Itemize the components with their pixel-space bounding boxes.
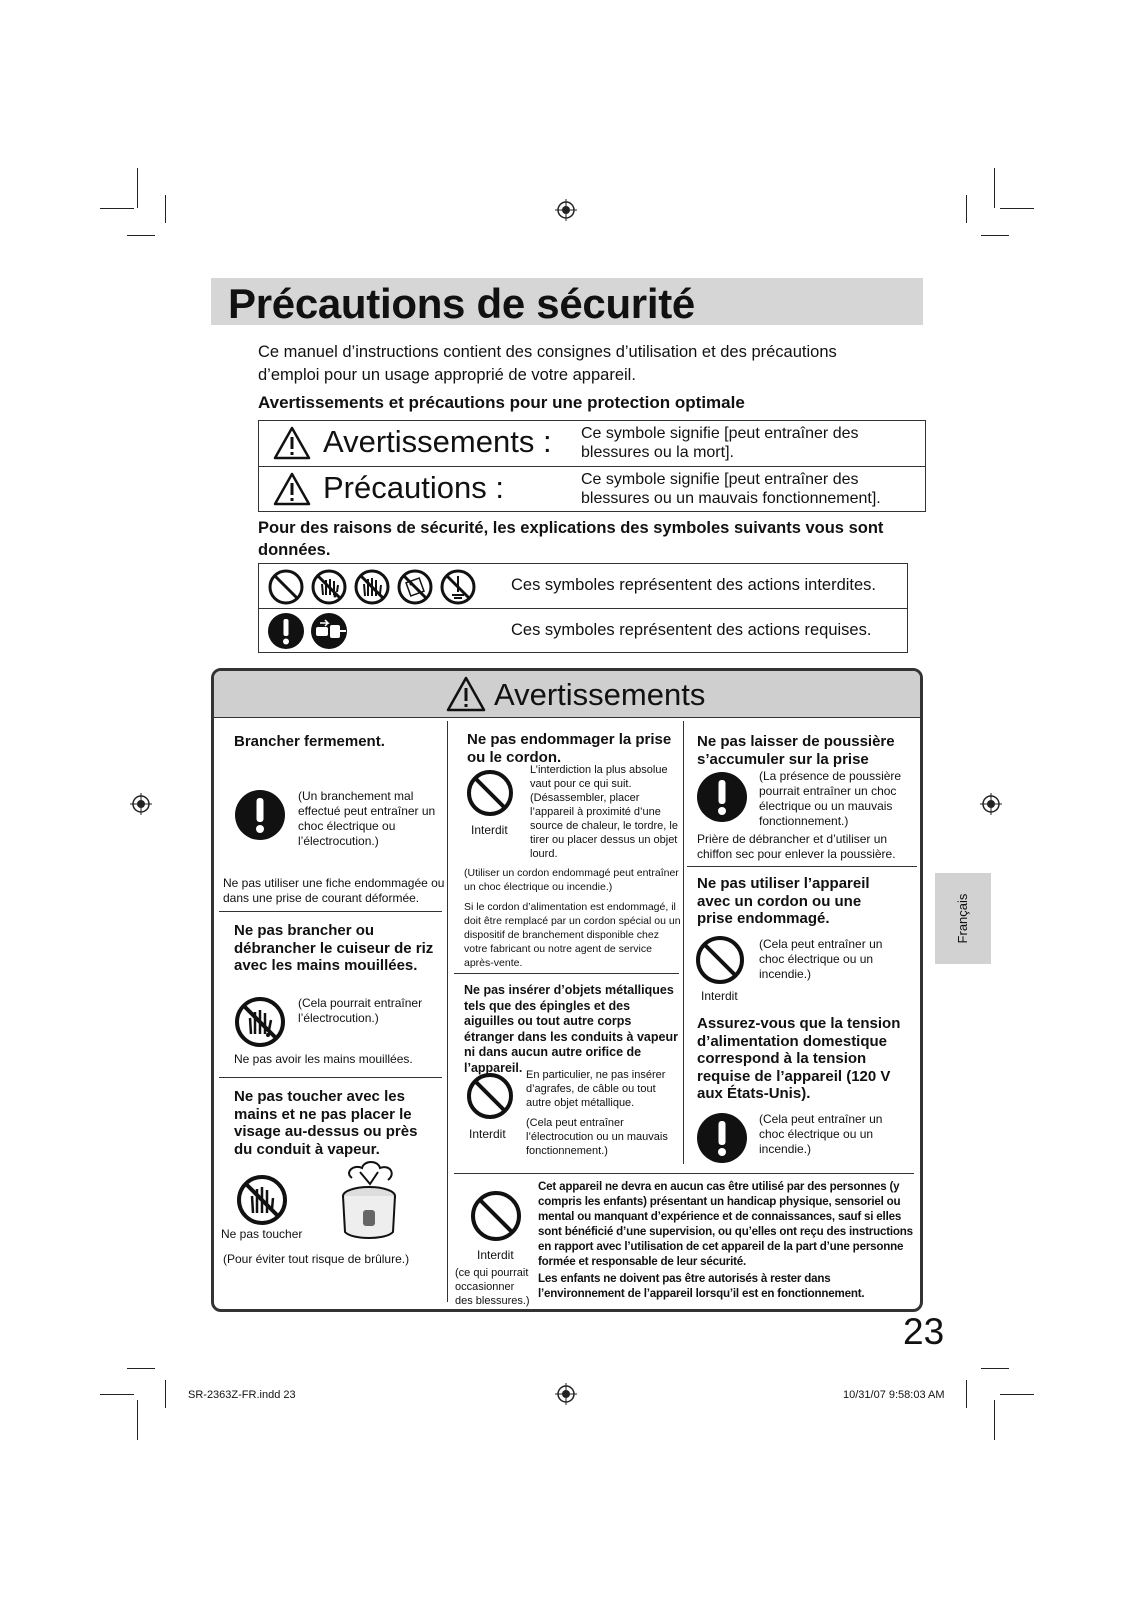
page-number: 23 (903, 1311, 945, 1352)
registration-mark-icon (980, 793, 1002, 815)
mandatory-icon (696, 1112, 748, 1164)
crop-mark (1000, 1394, 1034, 1395)
symbols-note: Pour des raisons de sécurité, les explications des symboles suivants vous sont données. (258, 519, 884, 559)
crop-mark (127, 1368, 155, 1369)
c1-heading: Ne pas toucher avec les mains et ne pas placer le visage au-dessus ou près du conduit à vapeur. (234, 1088, 418, 1158)
column-divider (683, 721, 684, 1164)
c1-footnote: Ne pas utiliser une fiche endommagée ou dans une prise de courant déformée. (223, 876, 445, 905)
prohibited-icon (267, 568, 305, 606)
crop-mark (137, 168, 138, 208)
crop-mark (165, 195, 166, 223)
warnings-header (214, 671, 920, 718)
symbols-row-required (259, 608, 907, 652)
registration-mark-icon (555, 1383, 577, 1405)
bottom-warning-text: Les enfants ne doivent pas être autorisés à rester dans l’environnement de l’appareil lorsqu’il est en fonctionnement. (538, 1272, 865, 1300)
c2-note: L’interdiction la plus absolue vaut pour ce qui suit. (Désassembler, placer l’appareil à proximité d’une source de chaleur, le tordre, le tirer ou placer dessus un objet lourd. (530, 764, 678, 860)
rice-cooker-steam-icon (332, 1158, 406, 1246)
c1-note: (Cela pourrait entraîner l’électrocution.) (298, 996, 423, 1025)
crop-mark (981, 235, 1009, 236)
prohibited-label: Interdit (701, 989, 738, 1003)
no-wet-hands-icon (234, 996, 286, 1048)
mandatory-icon (696, 771, 748, 823)
c1-note: (Un branchement mal effectué peut entraîner un choc électrique ou l’électrocution.) (298, 789, 436, 848)
crop-mark (994, 168, 995, 208)
c3-heading: Assurez-vous que la tension d’alimentation domestique correspond à la tension requise de l’appareil (120 V aux États-Unis). (697, 1015, 901, 1102)
c2-note: (Utiliser un cordon endommagé peut entraîner un choc électrique ou incendie.) (464, 867, 679, 893)
no-insert-icon (439, 568, 477, 606)
intro-text: Ce manuel d’instructions contient des consignes d’utilisation et des précautions d’emploi pour un usage approprié de votre appareil. (258, 343, 837, 384)
no-wet-hands-icon (310, 568, 348, 606)
c3-note: (La présence de poussière pourrait entraîner un choc électrique ou un mauvais fonctionnement.) (759, 769, 902, 828)
signal-desc: Ce symbole signifie [peut entraîner des blessures ou la mort]. (581, 425, 859, 461)
symbols-table (258, 563, 908, 653)
crop-mark (966, 1380, 967, 1408)
language-label: Français (955, 893, 970, 944)
warning-triangle-icon (273, 472, 311, 506)
prohibited-icon (470, 1190, 522, 1242)
signal-word-table (258, 420, 926, 512)
c1-heading: Ne pas brancher ou débrancher le cuiseur de riz avec les mains mouillées. (234, 922, 434, 974)
crop-mark (994, 1400, 995, 1440)
c2-note: (Cela peut entraîner l’électrocution ou un mauvais fonctionnement.) (526, 1117, 668, 1157)
prohibited-icon (466, 1072, 514, 1120)
c3-note: (Cela peut entraîner un choc électrique ou un incendie.) (759, 1112, 883, 1156)
crop-mark (100, 1394, 134, 1395)
warning-triangle-icon (446, 676, 486, 712)
crop-mark (127, 235, 155, 236)
c3-footnote: Prière de débrancher et d’utiliser un chiffon sec pour enlever la poussière. (697, 832, 896, 861)
warnings-panel (211, 668, 923, 1312)
no-touch-icon (236, 1174, 288, 1226)
icon-label: Ne pas toucher (221, 1227, 303, 1241)
page-title: Précautions de sécurité (228, 280, 695, 327)
signal-row-warning (259, 421, 925, 465)
warnings-title: Avertissements (494, 677, 706, 712)
footer-date: 10/31/07 9:58:03 AM (843, 1389, 945, 1401)
divider (219, 911, 442, 912)
crop-mark (137, 1400, 138, 1440)
divider (219, 1077, 442, 1078)
footer-file: SR-2363Z-FR.indd 23 (188, 1389, 296, 1401)
signal-desc: Ce symbole signifie [peut entraîner des blessures ou un mauvais fonctionnement]. (581, 471, 881, 507)
c3-heading: Ne pas laisser de poussière s’accumuler sur la prise (697, 733, 895, 768)
do-not-disassemble-icon (396, 568, 434, 606)
c1-footnote: (Pour éviter tout risque de brûlure.) (223, 1252, 410, 1266)
c1-heading: Brancher fermement. (234, 733, 385, 750)
c2-heading: Ne pas endommager la prise ou le cordon. (467, 731, 672, 766)
c3-note: (Cela peut entraîner un choc électrique ou un incendie.) (759, 937, 883, 981)
crop-mark (981, 1368, 1009, 1369)
registration-mark-icon (555, 199, 577, 221)
c3-heading: Ne pas utiliser l’appareil avec un cordon ou une prise endommagé. (697, 875, 870, 927)
divider (687, 866, 917, 867)
column-divider (447, 721, 448, 1302)
c2-heading: Ne pas insérer d’objets métalliques tels que des épingles et des aiguilles ou tout autre corps étranger dans les conduits à vapeur ni dans aucun autre orifice de l’appareil. (464, 983, 678, 1075)
symbols-row-prohibited (259, 564, 907, 607)
c2-note: Si le cordon d’alimentation est endommagé, il doit être remplacé par un cordon spécial ou un dispositif de branchement disponible chez votre fabricant ou notre agent de service après-vente. (464, 901, 681, 969)
c1-footnote: Ne pas avoir les mains mouillées. (234, 1052, 413, 1066)
crop-mark (966, 195, 967, 223)
c2-note: En particulier, ne pas insérer d’agrafes, de câble ou tout autre objet métallique. (526, 1069, 666, 1109)
crop-mark (100, 208, 134, 209)
crop-mark (165, 1380, 166, 1408)
prohibited-label: Interdit (477, 1248, 514, 1262)
signal-row-caution (259, 466, 925, 511)
signal-word: Précautions : (323, 470, 504, 505)
symbols-text: Ces symboles représentent des actions requises. (511, 621, 872, 639)
mandatory-icon (234, 789, 286, 841)
subheading: Avertissements et précautions pour une protection optimale (258, 393, 745, 412)
bottom-warning-text: Cet appareil ne devra en aucun cas être utilisé par des personnes (y compris les enfants) présentant un handicap physique, sensoriel ou mental ou manquant d’expérience et de connaissances, sauf si elles sont bénéficié d’une supervision, ou qu’elles ont reçu des instructions en rapport avec l’utilisation de cet appareil de la part d’une personne formée et responsable de leur sécurité. (538, 1180, 913, 1268)
unplug-icon (310, 612, 348, 650)
registration-mark-icon (130, 793, 152, 815)
crop-mark (1000, 208, 1034, 209)
divider (454, 1173, 914, 1174)
prohibited-label-note: (ce qui pourrait occasionner des blessures.) (455, 1267, 530, 1307)
no-touch-icon (353, 568, 391, 606)
symbols-text: Ces symboles représentent des actions interdites. (511, 576, 877, 594)
prohibited-icon (695, 935, 745, 985)
language-tab (935, 873, 991, 964)
divider (454, 973, 679, 974)
mandatory-icon (267, 612, 305, 650)
signal-word: Avertissements : (323, 424, 552, 459)
prohibited-label: Interdit (471, 823, 508, 837)
prohibited-label: Interdit (469, 1127, 506, 1141)
warning-triangle-icon (273, 426, 311, 460)
prohibited-icon (466, 769, 514, 817)
